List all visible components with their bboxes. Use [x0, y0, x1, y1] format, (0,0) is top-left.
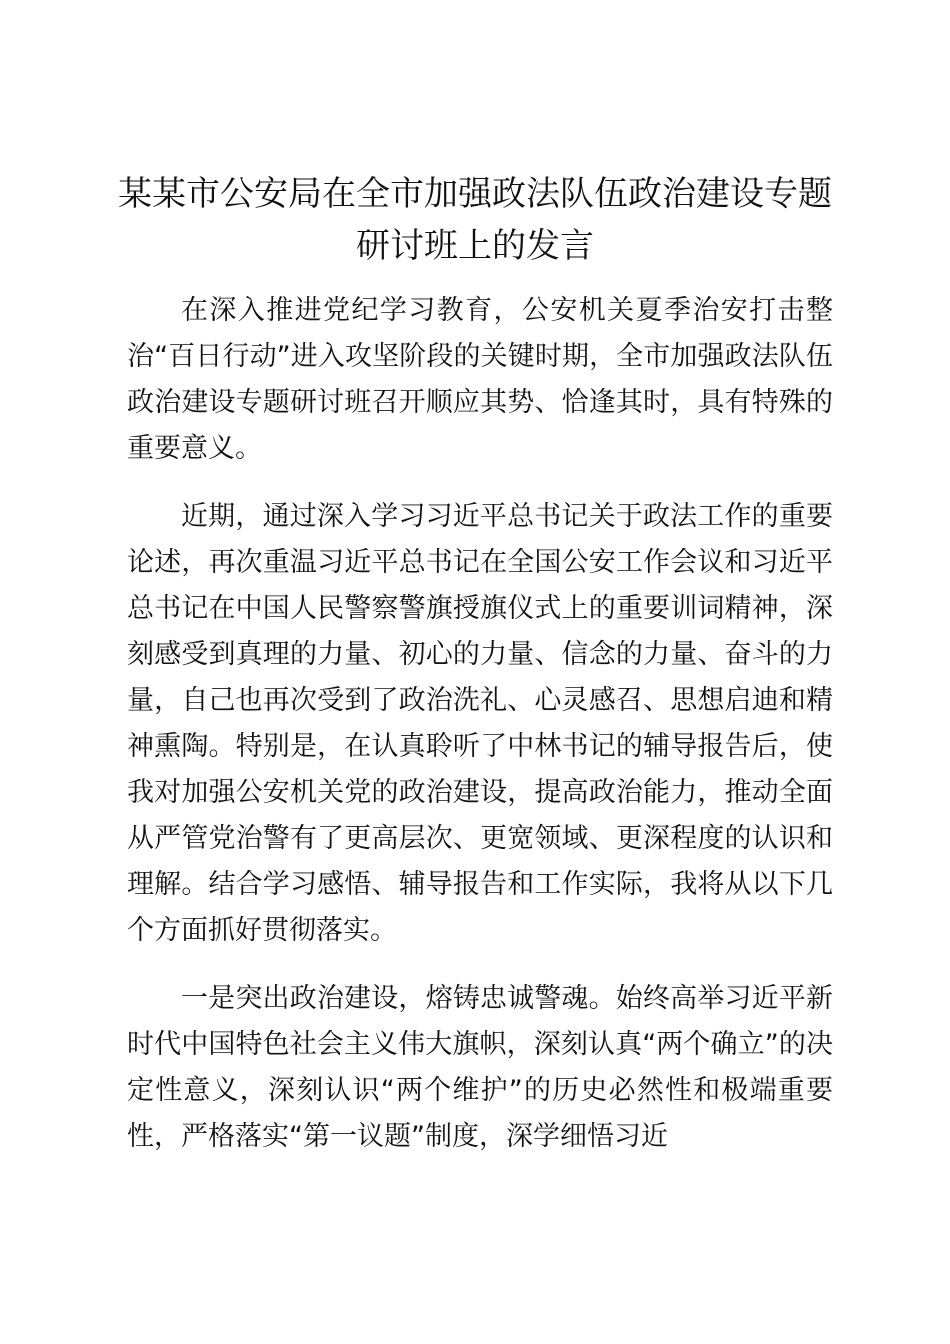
paragraph-study: 近期，通过深入学习习近平总书记关于政法工作的重要论述，再次重温习近平总书记在全国公安工作会议和习近平总书记在中国人民警察警旗授旗仪式上的重要训词精神，深刻感受到真理的力量、初心的力量、信念的力量、奋斗的力量，自己也再次受到了政治洗礼、心灵感召、思想启迪和精神熏陶。特别是，在认真聆听了中林书记的辅导报告后，使我对加强公安机关党的政治建设，提高政治能力，推动全面从严管党治警有了更高层次、更宽领域、更深程度的认识和理解。结合学习感悟、辅导报告和工作实际，我将从以下几个方面抓好贯彻落实。 — [127, 501, 833, 946]
document-body — [127, 288, 833, 1182]
document-title: 某某市公安局在全市加强政法队伍政治建设专题研讨班上的发言 — [118, 174, 832, 266]
paragraph-intro: 在深入推进党纪学习教育，公安机关夏季治安打击整治“百日行动”进入攻坚阶段的关键时期，全市加强政法队伍政治建设专题研讨班召开顺应其势、恰逢其时，具有特殊的重要意义。 — [127, 295, 833, 464]
paragraph-point-one: 一是突出政治建设，熔铸忠诚警魂。始终高举习近平新时代中国特色社会主义伟大旗帜，深刻认真“两个确立”的决定性意义，深刻认识“两个维护”的历史必然性和极端重要性，严格落实“第一议题”制度，深学细悟习近 — [127, 983, 833, 1152]
